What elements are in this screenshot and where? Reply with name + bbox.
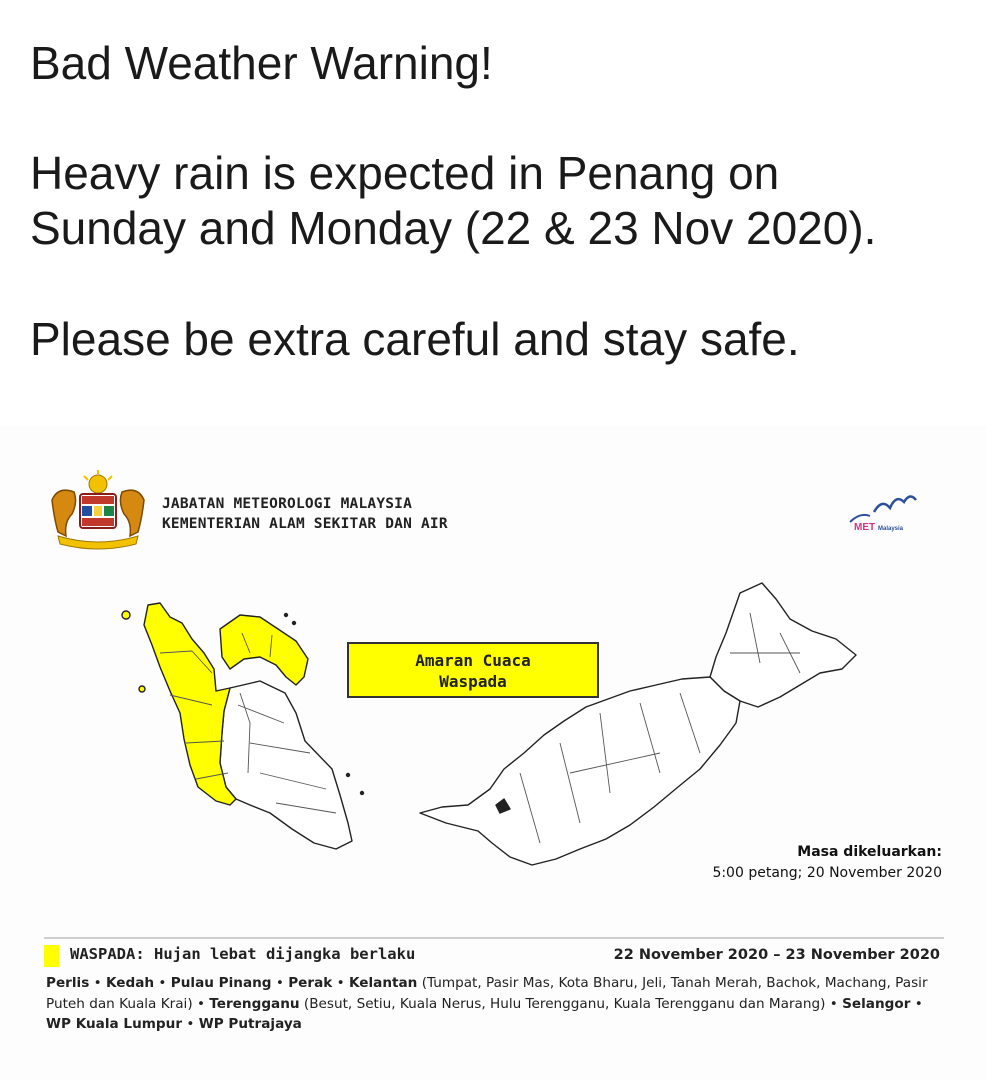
map-region-sabah bbox=[710, 583, 856, 707]
post-closing: Please be extra careful and stay safe. bbox=[30, 312, 800, 365]
legend-swatch bbox=[44, 945, 59, 967]
area-pulau-pinang: Pulau Pinang bbox=[170, 975, 272, 991]
borneo-malaysia-map bbox=[420, 583, 856, 865]
issued-label: Masa dikeluarkan: bbox=[797, 844, 942, 860]
area-wp-kuala-lumpur: WP Kuala Lumpur bbox=[46, 1016, 183, 1032]
area-kelantan-detail: (Tumpat, Pasir Mas, Kota Bharu, Jeli, Tanah Merah, Bachok, Machang, Pasir Puteh dan Kuala Krai) bbox=[46, 975, 928, 1012]
met-logo-text: MET bbox=[854, 522, 876, 533]
met-logo-sub: Malaysia bbox=[878, 526, 904, 532]
post-text bbox=[30, 36, 970, 367]
warning-title-line-1: Amaran Cuaca bbox=[415, 651, 531, 670]
post-body-line-1: Heavy rain is expected in Penang on bbox=[30, 147, 780, 200]
agency-name bbox=[162, 494, 448, 534]
infographic-header bbox=[44, 470, 944, 550]
legend-dates: 22 November 2020 – 23 November 2020 bbox=[613, 947, 940, 963]
legend-label: WASPADA: Hujan lebat dijangka berlaku bbox=[70, 945, 416, 963]
map-region-north-east-warning bbox=[220, 615, 308, 685]
issued-time bbox=[712, 842, 942, 884]
issued-value: 5:00 petang; 20 November 2020 bbox=[712, 865, 942, 881]
post-body-line-2: Sunday and Monday (22 & 23 Nov 2020). bbox=[30, 202, 877, 255]
area-kedah: Kedah bbox=[105, 975, 155, 991]
weather-warning-image[interactable] bbox=[0, 425, 986, 1080]
area-wp-putrajaya: WP Putrajaya bbox=[198, 1016, 302, 1032]
warning-title-line-2: Waspada bbox=[439, 672, 507, 691]
area-perlis: Perlis bbox=[46, 975, 90, 991]
agency-line-1: JABATAN METEOROLOGI MALAYSIA bbox=[162, 496, 413, 512]
agency-line-2: KEMENTERIAN ALAM SEKITAR DAN AIR bbox=[162, 516, 448, 532]
area-terengganu-detail: (Besut, Setiu, Kuala Nerus, Hulu Terengganu, Kuala Terengganu dan Marang) bbox=[303, 995, 826, 1012]
area-perak: Perak bbox=[288, 975, 333, 991]
post-headline: Bad Weather Warning! bbox=[30, 37, 493, 89]
warning-legend bbox=[44, 937, 944, 967]
malaysia-coat-of-arms-icon bbox=[44, 470, 152, 552]
area-selangor: Selangor bbox=[842, 995, 911, 1012]
warning-level-box bbox=[347, 642, 599, 698]
affected-areas-list: Perlis • Kedah • Pulau Pinang • Perak • Kelantan (Tumpat, Pasir Mas, Kota Bharu, Jeli, Tanah Merah, Bachok, Machang, Pasir Puteh dan Kuala Krai) • Terengganu (Besut, Setiu, Kuala Nerus, Hulu Terengganu, Kuala Terengganu dan Marang) • Selangor • WP Kuala Lumpur • WP Putrajaya bbox=[46, 975, 928, 1032]
map-region-south-peninsula bbox=[220, 681, 352, 849]
met-malaysia-logo-icon bbox=[844, 486, 944, 536]
area-terengganu: Terengganu bbox=[209, 995, 300, 1012]
peninsular-malaysia-map bbox=[122, 603, 364, 849]
area-kelantan: Kelantan bbox=[348, 975, 418, 991]
